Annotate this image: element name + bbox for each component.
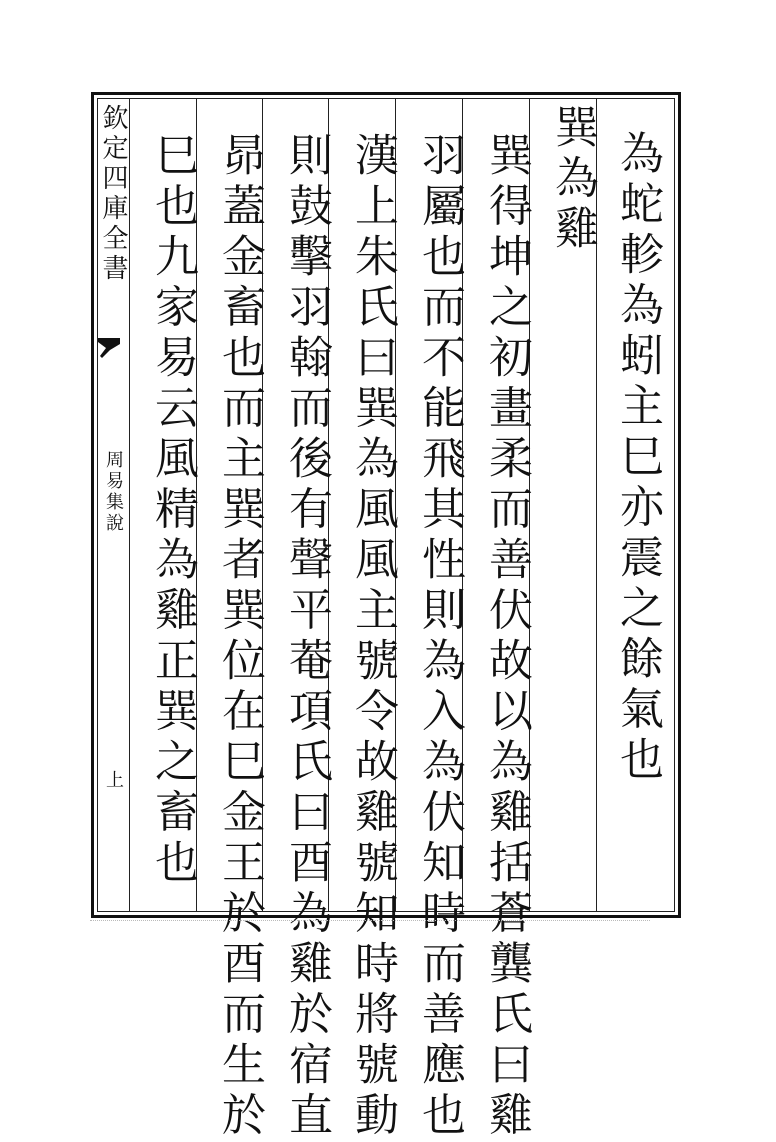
text-column: 羽屬也而不能飛其性則為入為伏知時而善應也 [414,132,465,1142]
text-column: 昴蓋金畜也而主巽者巽位在巳金王於酉而生於 [214,132,265,1142]
text-column: 巽得坤之初畫柔而善伏故以為雞括蒼龔氏曰雞 [481,132,532,1142]
text-column-heading: 巽為雞 [547,104,598,256]
bottom-edge-marks [90,920,650,931]
margin-rule [129,98,130,912]
text-column: 漢上朱氏曰巽為風風主號令故雞號知時將號動 [347,132,398,1142]
fish-tail-mark-icon [96,336,122,360]
text-column: 則鼓擊羽翰而後有聲平菴項氏曰酉為雞於宿直 [281,132,332,1142]
series-title: 欽定四庫全書 [98,104,128,284]
text-column: 巳也九家易云風精為雞正巽之畜也 [147,132,198,890]
volume-label: 上 [103,770,124,791]
text-column: 為蛇軫為蚓主巳亦震之餘氣也 [612,130,663,787]
book-title: 周易集說 [103,450,124,534]
